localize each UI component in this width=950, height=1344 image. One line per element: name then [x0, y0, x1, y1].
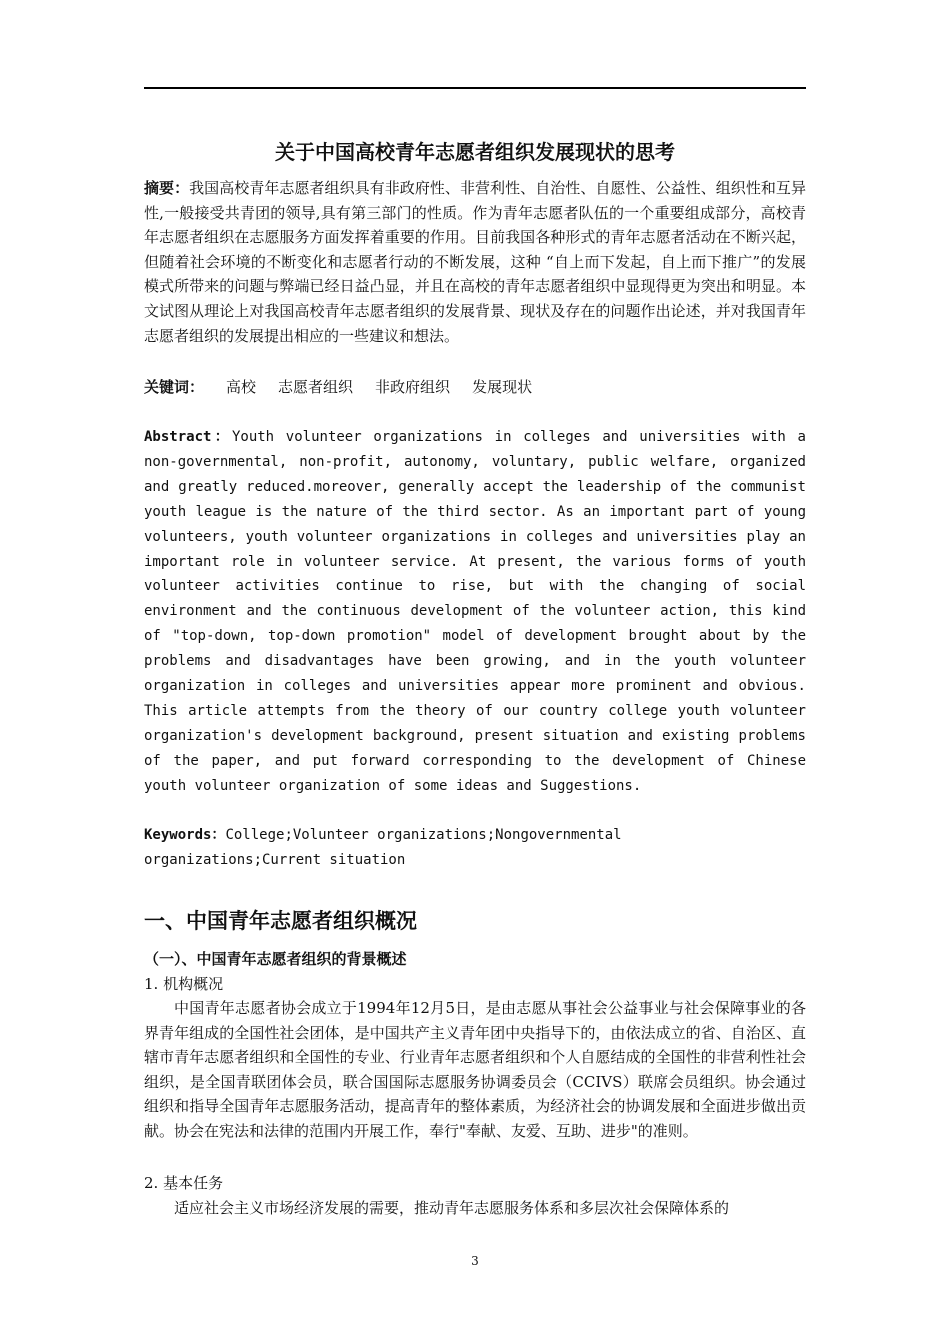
keywords-en: [144, 823, 806, 873]
keyword-zh: 志愿者组织: [278, 378, 354, 396]
section-heading: 一、中国青年志愿者组织概况: [144, 909, 417, 933]
keyword-zh: 非政府组织: [375, 378, 451, 396]
abstract-zh-text: 我国高校青年志愿者组织具有非政府性、非营利性、自治性、自愿性、公益性、组织性和互异性,一般接受共青团的领导,具有第三部门的性质。作为青年志愿者队伍的一个重要组成部分，高校青年志愿者组织在志愿服务方面发挥着重要的作用。目前我国各种形式的青年志愿者活动在不断兴起，但随着社会环境的不断变化和志愿者行动的不断发展，这种 “自上而下发起，自上而下推广”的发展模式所带来的问题与弊端已经日益凸显，并且在高校的青年志愿者组织中显现得更为突出和明显。本文试图从理论上对我国高校青年志愿者组织的发展背景、现状及存在的问题作出论述，并对我国青年志愿者组织的发展提出相应的一些建议和想法。: [144, 179, 806, 345]
item2-paragraph: 适应社会主义市场经济发展的需要，推动青年志愿服务体系和多层次社会保障体系的: [174, 1199, 730, 1217]
keywords-zh-label: 关键词：: [144, 378, 205, 396]
keywords-en-text: College;Volunteer organizations;Nongovernmental organizations;Current situation: [144, 827, 622, 868]
abstract-zh: [144, 176, 806, 348]
keywords-en-label: Keywords：: [144, 827, 226, 843]
keyword-zh: 高校: [226, 378, 257, 396]
abstract-en-text: Youth volunteer organizations in colleges and universities with a non-governmental, non-profit, autonomy, voluntary, public welfare, organized and greatly reduced.moreover, generally accept the leadership of the communist youth league is the nature of the third sector. As an important part of young volunteers, youth volunteer organizations in colleges and universities play an important role in volunteer service. At present, the various forms of youth volunteer activities continue to rise, but with the changing of social environment and the continuous development of the volunteer action, this kind of "top-down, top-down promotion" model of development brought about by the problems and disadvantages have been growing, and in the youth volunteer organization in colleges and universities appear more prominent and obvious. This article attempts from the theory of our country college youth volunteer organization's development background, present situation and existing problems of the paper, and put forward corresponding to the development of Chinese youth volunteer organization of some ideas and Suggestions.: [144, 429, 806, 794]
item1-paragraph: 中国青年志愿者协会成立于1994年12月5日，是由志愿从事社会公益事业与社会保障事业的各界青年组成的全国性社会团体，是中国共产主义青年团中央指导下的，由依法成立的省、自治区、直辖市青年志愿者组织和全国性的专业、行业青年志愿者组织和个人自愿结成的全国性的非营利性社会组织，是全国青联团体会员，联合国国际志愿服务协调委员会（CCIVS）联席会员组织。协会通过组织和指导全国青年志愿服务活动，提高青年的整体素质，为经济社会的协调发展和全面进步做出贡献。协会在宪法和法律的范围内开展工作，奉行"奉献、友爱、互助、进步"的准则。: [144, 999, 806, 1140]
item2-heading: 2. 基本任务: [144, 1174, 224, 1192]
keyword-zh: 发展现状: [472, 378, 533, 396]
page-number: 3: [471, 1254, 479, 1268]
keywords-zh: [144, 375, 806, 400]
document-title: 关于中国高校青年志愿者组织发展现状的思考: [275, 140, 675, 164]
abstract-zh-label: 摘要：: [144, 179, 190, 197]
subsection-heading: （一）、中国青年志愿者组织的背景概述: [144, 950, 407, 968]
header-rule: [144, 87, 806, 89]
abstract-en: [144, 425, 806, 799]
item1-heading: 1. 机构概况: [144, 975, 224, 993]
abstract-en-label: Abstract：: [144, 429, 232, 445]
